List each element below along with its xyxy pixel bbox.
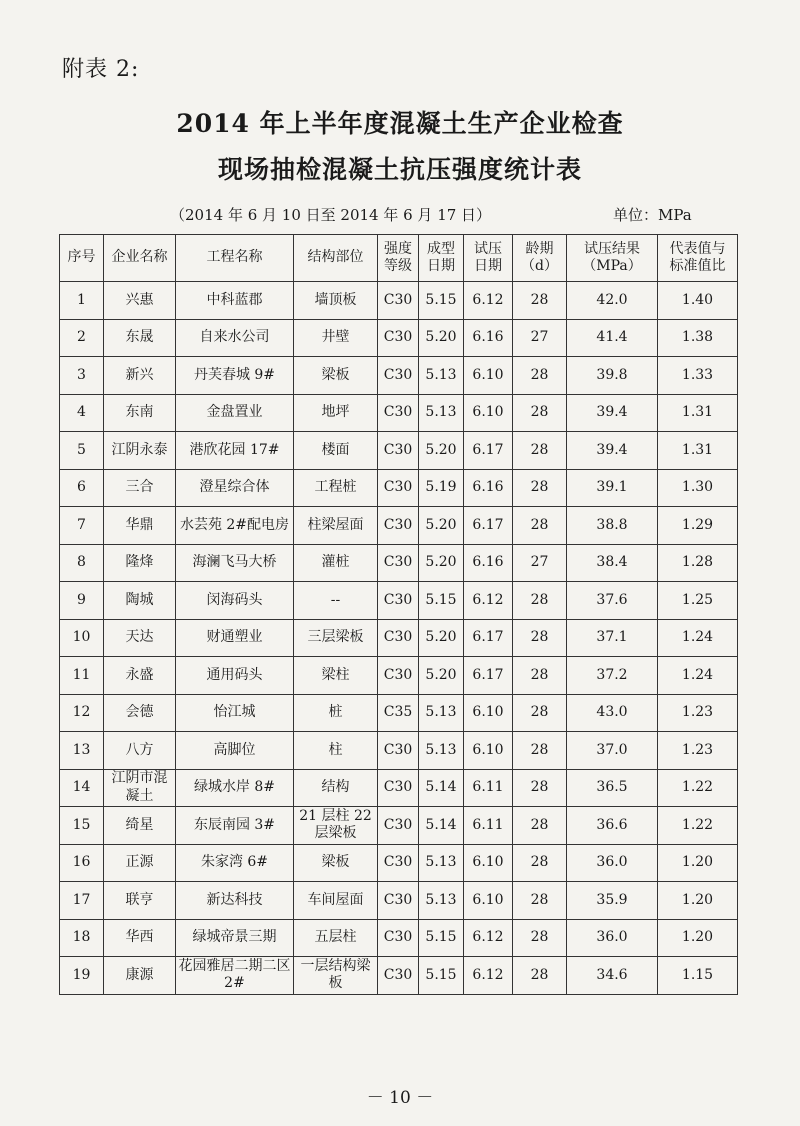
header-ratio-line2: 标准值比 xyxy=(669,258,726,274)
cell-test-date: 6.12 xyxy=(464,582,513,620)
cell-age: 27 xyxy=(513,544,567,582)
cell-test-date: 6.10 xyxy=(464,394,513,432)
cell-cast-date: 5.20 xyxy=(419,507,464,545)
header-test-date-line2: 日期 xyxy=(474,258,502,274)
cell-no: 14 xyxy=(60,769,104,807)
cell-no: 16 xyxy=(60,844,104,882)
header-test-date-line1: 试压 xyxy=(474,240,502,257)
cell-test-date: 6.17 xyxy=(464,657,513,695)
cell-no: 3 xyxy=(60,357,104,395)
cell-project: 港欣花园 17# xyxy=(176,432,294,470)
cell-cast-date: 5.15 xyxy=(419,582,464,620)
cell-ratio: 1.33 xyxy=(658,357,738,395)
cell-company: 八方 xyxy=(104,732,176,770)
cell-result: 35.9 xyxy=(567,882,658,920)
cell-structure: 一层结构梁板 xyxy=(294,957,378,995)
cell-result: 39.4 xyxy=(567,394,658,432)
cell-test-date: 6.10 xyxy=(464,882,513,920)
cell-test-date: 6.16 xyxy=(464,469,513,507)
cell-result: 38.4 xyxy=(567,544,658,582)
cell-result: 39.4 xyxy=(567,432,658,470)
cell-no: 11 xyxy=(60,657,104,695)
cell-no: 2 xyxy=(60,319,104,357)
cell-project: 财通塑业 xyxy=(176,619,294,657)
cell-ratio: 1.38 xyxy=(658,319,738,357)
cell-no: 19 xyxy=(60,957,104,995)
table-body xyxy=(60,282,738,995)
cell-project: 东辰南园 3# xyxy=(176,807,294,845)
cell-age: 28 xyxy=(513,469,567,507)
cell-structure: 五层柱 xyxy=(294,919,378,957)
cell-grade: C30 xyxy=(378,844,419,882)
unit-label: 单位：MPa xyxy=(613,206,692,224)
cell-cast-date: 5.20 xyxy=(419,619,464,657)
cell-structure: 梁板 xyxy=(294,844,378,882)
cell-company: 康源 xyxy=(104,957,176,995)
cell-grade: C30 xyxy=(378,432,419,470)
cell-grade: C30 xyxy=(378,619,419,657)
cell-project: 绿城帝景三期 xyxy=(176,919,294,957)
cell-ratio: 1.20 xyxy=(658,919,738,957)
cell-structure: 桩 xyxy=(294,694,378,732)
cell-ratio: 1.22 xyxy=(658,769,738,807)
header-age-line1: 龄期 xyxy=(525,240,554,257)
header-company: 企业名称 xyxy=(104,235,176,282)
cell-cast-date: 5.13 xyxy=(419,357,464,395)
table-row xyxy=(60,694,738,732)
header-structure: 结构部位 xyxy=(294,235,378,282)
cell-cast-date: 5.14 xyxy=(419,769,464,807)
cell-company: 华西 xyxy=(104,919,176,957)
cell-result: 34.6 xyxy=(567,957,658,995)
cell-ratio: 1.25 xyxy=(658,582,738,620)
title-line-2: 现场抽检混凝土抗压强度统计表 xyxy=(217,155,582,184)
cell-result: 42.0 xyxy=(567,282,658,320)
cell-project: 中科蓝郡 xyxy=(176,282,294,320)
cell-age: 28 xyxy=(513,619,567,657)
table-row xyxy=(60,882,738,920)
cell-project: 新达科技 xyxy=(176,882,294,920)
cell-company: 会德 xyxy=(104,694,176,732)
cell-cast-date: 5.20 xyxy=(419,432,464,470)
cell-project: 闵海码头 xyxy=(176,582,294,620)
cell-ratio: 1.24 xyxy=(658,619,738,657)
cell-project: 丹芙春城 9# xyxy=(176,357,294,395)
cell-project: 通用码头 xyxy=(176,657,294,695)
header-cast-date xyxy=(419,235,464,282)
cell-age: 28 xyxy=(513,694,567,732)
cell-ratio: 1.23 xyxy=(658,694,738,732)
table-row xyxy=(60,357,738,395)
header-grade-line2: 等级 xyxy=(384,258,412,274)
cell-cast-date: 5.14 xyxy=(419,807,464,845)
cell-cast-date: 5.13 xyxy=(419,844,464,882)
cell-cast-date: 5.13 xyxy=(419,394,464,432)
cell-no: 7 xyxy=(60,507,104,545)
cell-test-date: 6.11 xyxy=(464,807,513,845)
cell-no: 4 xyxy=(60,394,104,432)
cell-no: 18 xyxy=(60,919,104,957)
cell-structure: 车间屋面 xyxy=(294,882,378,920)
cell-result: 43.0 xyxy=(567,694,658,732)
cell-grade: C35 xyxy=(378,694,419,732)
cell-age: 28 xyxy=(513,732,567,770)
cell-structure: 三层梁板 xyxy=(294,619,378,657)
table-row xyxy=(60,544,738,582)
cell-company: 隆烽 xyxy=(104,544,176,582)
cell-cast-date: 5.15 xyxy=(419,919,464,957)
cell-company: 东南 xyxy=(104,394,176,432)
cell-structure: -- xyxy=(294,582,378,620)
cell-result: 37.2 xyxy=(567,657,658,695)
cell-company: 联亨 xyxy=(104,882,176,920)
cell-result: 39.1 xyxy=(567,469,658,507)
cell-grade: C30 xyxy=(378,582,419,620)
cell-no: 1 xyxy=(60,282,104,320)
table-row xyxy=(60,394,738,432)
cell-project: 绿城水岸 8# xyxy=(176,769,294,807)
table-row xyxy=(60,732,738,770)
cell-structure: 楼面 xyxy=(294,432,378,470)
cell-age: 28 xyxy=(513,282,567,320)
table-row xyxy=(60,282,738,320)
cell-age: 28 xyxy=(513,507,567,545)
cell-test-date: 6.12 xyxy=(464,957,513,995)
cell-ratio: 1.40 xyxy=(658,282,738,320)
cell-grade: C30 xyxy=(378,919,419,957)
attachment-label: 附表 2: xyxy=(62,57,140,82)
cell-grade: C30 xyxy=(378,544,419,582)
cell-company: 三合 xyxy=(104,469,176,507)
cell-company: 东晟 xyxy=(104,319,176,357)
cell-result: 36.0 xyxy=(567,919,658,957)
cell-age: 28 xyxy=(513,807,567,845)
cell-age: 28 xyxy=(513,769,567,807)
cell-grade: C30 xyxy=(378,507,419,545)
cell-test-date: 6.11 xyxy=(464,769,513,807)
cell-cast-date: 5.15 xyxy=(419,957,464,995)
cell-company: 新兴 xyxy=(104,357,176,395)
cell-age: 28 xyxy=(513,394,567,432)
cell-company: 绮星 xyxy=(104,807,176,845)
cell-company: 兴惠 xyxy=(104,282,176,320)
table-row xyxy=(60,769,738,807)
header-cast-date-line2: 日期 xyxy=(427,258,455,274)
cell-age: 28 xyxy=(513,882,567,920)
table-row xyxy=(60,432,738,470)
cell-company: 华鼎 xyxy=(104,507,176,545)
strength-statistics-table xyxy=(59,234,738,995)
cell-age: 28 xyxy=(513,582,567,620)
cell-company: 江阴市混凝土 xyxy=(104,769,176,807)
cell-test-date: 6.17 xyxy=(464,507,513,545)
cell-no: 8 xyxy=(60,544,104,582)
cell-project: 花园雅居二期二区 2# xyxy=(176,957,294,995)
cell-project: 自来水公司 xyxy=(176,319,294,357)
table-row xyxy=(60,507,738,545)
cell-structure: 21 层柱 22 层梁板 xyxy=(294,807,378,845)
cell-company: 永盛 xyxy=(104,657,176,695)
cell-company: 天达 xyxy=(104,619,176,657)
cell-structure: 柱 xyxy=(294,732,378,770)
cell-grade: C30 xyxy=(378,882,419,920)
cell-structure: 工程桩 xyxy=(294,469,378,507)
header-ratio-line1: 代表值与 xyxy=(669,240,726,257)
cell-structure: 梁柱 xyxy=(294,657,378,695)
header-result-line2: （MPa） xyxy=(582,258,642,274)
cell-age: 27 xyxy=(513,319,567,357)
cell-ratio: 1.31 xyxy=(658,432,738,470)
header-result xyxy=(567,235,658,282)
title-line-1: 2014 年上半年度混凝土生产企业检查 xyxy=(176,109,624,138)
cell-cast-date: 5.19 xyxy=(419,469,464,507)
cell-project: 高脚位 xyxy=(176,732,294,770)
cell-company: 正源 xyxy=(104,844,176,882)
cell-result: 39.8 xyxy=(567,357,658,395)
cell-no: 17 xyxy=(60,882,104,920)
cell-cast-date: 5.13 xyxy=(419,882,464,920)
cell-no: 10 xyxy=(60,619,104,657)
cell-no: 5 xyxy=(60,432,104,470)
cell-result: 36.0 xyxy=(567,844,658,882)
cell-test-date: 6.10 xyxy=(464,694,513,732)
cell-age: 28 xyxy=(513,432,567,470)
cell-ratio: 1.30 xyxy=(658,469,738,507)
cell-cast-date: 5.20 xyxy=(419,319,464,357)
cell-grade: C30 xyxy=(378,357,419,395)
cell-grade: C30 xyxy=(378,282,419,320)
cell-grade: C30 xyxy=(378,807,419,845)
cell-structure: 井壁 xyxy=(294,319,378,357)
cell-test-date: 6.12 xyxy=(464,919,513,957)
cell-project: 怡江城 xyxy=(176,694,294,732)
cell-grade: C30 xyxy=(378,319,419,357)
cell-cast-date: 5.13 xyxy=(419,694,464,732)
cell-age: 28 xyxy=(513,919,567,957)
cell-test-date: 6.10 xyxy=(464,844,513,882)
cell-no: 15 xyxy=(60,807,104,845)
cell-grade: C30 xyxy=(378,469,419,507)
header-grade xyxy=(378,235,419,282)
cell-grade: C30 xyxy=(378,957,419,995)
header-project: 工程名称 xyxy=(176,235,294,282)
cell-result: 36.6 xyxy=(567,807,658,845)
cell-structure: 梁板 xyxy=(294,357,378,395)
cell-test-date: 6.10 xyxy=(464,357,513,395)
cell-company: 陶城 xyxy=(104,582,176,620)
cell-no: 9 xyxy=(60,582,104,620)
header-cast-date-line1: 成型 xyxy=(427,240,455,257)
header-test-date xyxy=(464,235,513,282)
cell-structure: 结构 xyxy=(294,769,378,807)
cell-ratio: 1.28 xyxy=(658,544,738,582)
cell-grade: C30 xyxy=(378,394,419,432)
cell-test-date: 6.17 xyxy=(464,619,513,657)
cell-ratio: 1.22 xyxy=(658,807,738,845)
table-header-row xyxy=(60,235,738,282)
cell-grade: C30 xyxy=(378,732,419,770)
header-no: 序号 xyxy=(60,235,104,282)
cell-project: 朱家湾 6# xyxy=(176,844,294,882)
cell-project: 水芸苑 2#配电房 xyxy=(176,507,294,545)
cell-result: 38.8 xyxy=(567,507,658,545)
cell-structure: 灌桩 xyxy=(294,544,378,582)
cell-project: 金盘置业 xyxy=(176,394,294,432)
cell-ratio: 1.15 xyxy=(658,957,738,995)
header-age-line2: （d） xyxy=(521,258,558,274)
cell-no: 13 xyxy=(60,732,104,770)
cell-test-date: 6.10 xyxy=(464,732,513,770)
cell-cast-date: 5.20 xyxy=(419,544,464,582)
cell-ratio: 1.23 xyxy=(658,732,738,770)
header-age xyxy=(513,235,567,282)
table-row xyxy=(60,619,738,657)
cell-no: 12 xyxy=(60,694,104,732)
cell-no: 6 xyxy=(60,469,104,507)
cell-result: 37.0 xyxy=(567,732,658,770)
cell-age: 28 xyxy=(513,844,567,882)
date-range: （2014 年 6 月 10 日至 2014 年 6 月 17 日） xyxy=(170,206,492,224)
table-row xyxy=(60,657,738,695)
cell-grade: C30 xyxy=(378,769,419,807)
cell-test-date: 6.12 xyxy=(464,282,513,320)
cell-result: 36.5 xyxy=(567,769,658,807)
cell-cast-date: 5.13 xyxy=(419,732,464,770)
cell-ratio: 1.31 xyxy=(658,394,738,432)
cell-test-date: 6.16 xyxy=(464,544,513,582)
cell-grade: C30 xyxy=(378,657,419,695)
cell-company: 江阴永泰 xyxy=(104,432,176,470)
cell-structure: 地坪 xyxy=(294,394,378,432)
cell-result: 37.1 xyxy=(567,619,658,657)
table-row xyxy=(60,957,738,995)
table-row xyxy=(60,844,738,882)
cell-ratio: 1.29 xyxy=(658,507,738,545)
cell-project: 澄星综合体 xyxy=(176,469,294,507)
table-row xyxy=(60,807,738,845)
table-row xyxy=(60,582,738,620)
cell-structure: 柱梁屋面 xyxy=(294,507,378,545)
cell-test-date: 6.17 xyxy=(464,432,513,470)
cell-structure: 墙顶板 xyxy=(294,282,378,320)
cell-age: 28 xyxy=(513,957,567,995)
table-row xyxy=(60,319,738,357)
cell-age: 28 xyxy=(513,357,567,395)
header-grade-line1: 强度 xyxy=(384,240,412,257)
cell-ratio: 1.24 xyxy=(658,657,738,695)
cell-test-date: 6.16 xyxy=(464,319,513,357)
header-result-line1: 试压结果 xyxy=(584,240,640,257)
cell-cast-date: 5.15 xyxy=(419,282,464,320)
cell-ratio: 1.20 xyxy=(658,844,738,882)
cell-ratio: 1.20 xyxy=(658,882,738,920)
table-row xyxy=(60,919,738,957)
cell-result: 41.4 xyxy=(567,319,658,357)
page-number: － 10 － xyxy=(366,1088,434,1108)
cell-project: 海澜飞马大桥 xyxy=(176,544,294,582)
cell-cast-date: 5.20 xyxy=(419,657,464,695)
cell-result: 37.6 xyxy=(567,582,658,620)
cell-age: 28 xyxy=(513,657,567,695)
header-ratio xyxy=(658,235,738,282)
table-row xyxy=(60,469,738,507)
